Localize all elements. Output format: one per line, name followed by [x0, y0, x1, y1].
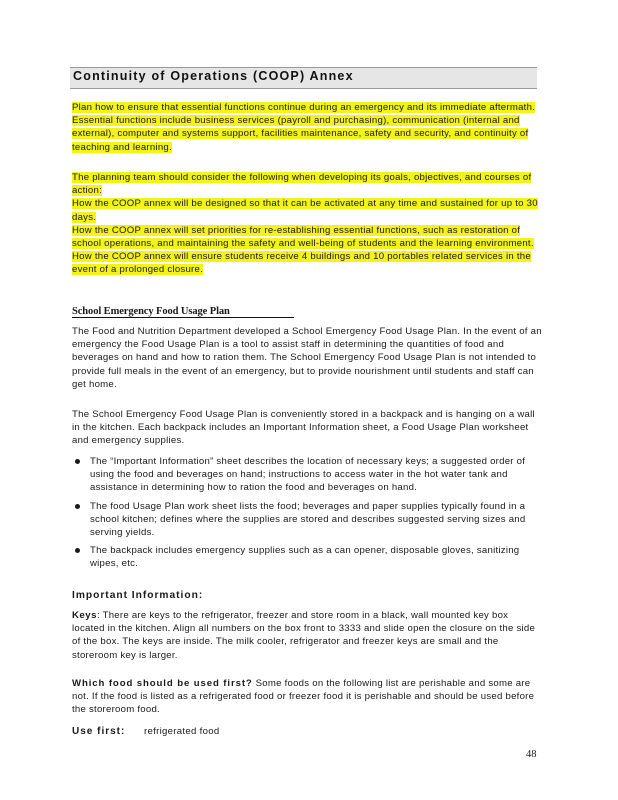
which-food-paragraph	[72, 677, 542, 717]
backpack-contents-list	[72, 455, 542, 576]
use-first-label: Use first:	[72, 726, 126, 737]
planning-item: How the COOP annex will be designed so that it can be activated at any time and sustained for up to 30 days.	[72, 198, 538, 223]
section-title: Continuity of Operations (COOP) Annex	[73, 69, 354, 83]
planning-item: How the COOP annex will set priorities for re-establishing essential functions, such as restoration of school operations, and maintaining the safety and well-being of students and the learning environment.	[72, 224, 534, 250]
food-usage-paragraph-2: The School Emergency Food Usage Plan is conveniently stored in a backpack and is hanging on a wall in the kitchen. Each backpack includes an Important Information sheet, a Food Usage Plan worksheet and emergency supplies.	[72, 409, 535, 447]
planning-lead: The planning team should consider the following when developing its goals, objectives, and courses of action:	[72, 172, 532, 197]
intro-paragraph	[72, 101, 542, 154]
bullet-icon	[75, 504, 80, 509]
list-item	[72, 544, 542, 570]
important-information-heading: Important Information:	[72, 590, 204, 601]
list-item-text: The food Usage Plan work sheet lists the food; beverages and paper supplies typically found in a school kitchen; defines where the supplies are stored and describes suggested serving sizes and serving yields.	[90, 500, 526, 539]
bullet-icon	[75, 548, 80, 553]
list-item-text: The “Important Information” sheet describes the location of necessary keys; a suggested order of using the food and beverages on hand; instructions to access water in the hot water tank and assistance in determining how to ration the food and beverages on hand.	[90, 456, 526, 494]
use-first-row	[72, 725, 372, 738]
which-food-label: Which food should be used first?	[72, 678, 253, 689]
planning-block	[72, 171, 542, 277]
page-number: 48	[526, 749, 537, 760]
food-usage-plan-heading: School Emergency Food Usage Plan	[72, 306, 294, 318]
keys-paragraph	[72, 609, 542, 662]
which-food-text: Some foods on the following list are perishable and some are not. If the food is listed as a refrigerated food or freezer food it is perishable and should be used before the storeroom food.	[72, 678, 535, 716]
keys-label: Keys	[72, 610, 97, 621]
bullet-icon	[75, 459, 80, 464]
list-item	[72, 500, 542, 540]
use-first-value: refrigerated food	[144, 726, 220, 737]
food-usage-paragraph-1: The Food and Nutrition Department developed a School Emergency Food Usage Plan. In the event of an emergency the Food Usage Plan is a tool to assist staff in determining the quantities of food and beverages on hand and how to ration them. The School Emergency Food Usage Plan is not intended to provide full meals in the event of an emergency, but to provide nourishment until students and staff can get home.	[72, 326, 542, 390]
planning-item: How the COOP annex will ensure students receive 4 buildings and 10 portables related services in the event of a prolonged closure.	[72, 251, 531, 276]
intro-text: Plan how to ensure that essential functions continue during an emergency and its immediate aftermath. Essential functions include business services (payroll and purchasing), communication (internal and external), computer and systems support, facilities maintenance, safety and security, and continuity of teaching and learning.	[72, 102, 536, 153]
section-header-bar	[70, 67, 537, 89]
list-item-text: The backpack includes emergency supplies such as a can opener, disposable gloves, sanitizing wipes, etc.	[90, 545, 520, 570]
list-item	[72, 455, 542, 495]
keys-text: : There are keys to the refrigerator, freezer and store room in a black, wall mounted key box located in the kitchen. Align all numbers on the box front to 3333 and slide open the closure on the side of the box. The keys are inside. The milk cooler, refrigerator and freezer keys are small and the storeroom key is larger.	[72, 610, 536, 661]
